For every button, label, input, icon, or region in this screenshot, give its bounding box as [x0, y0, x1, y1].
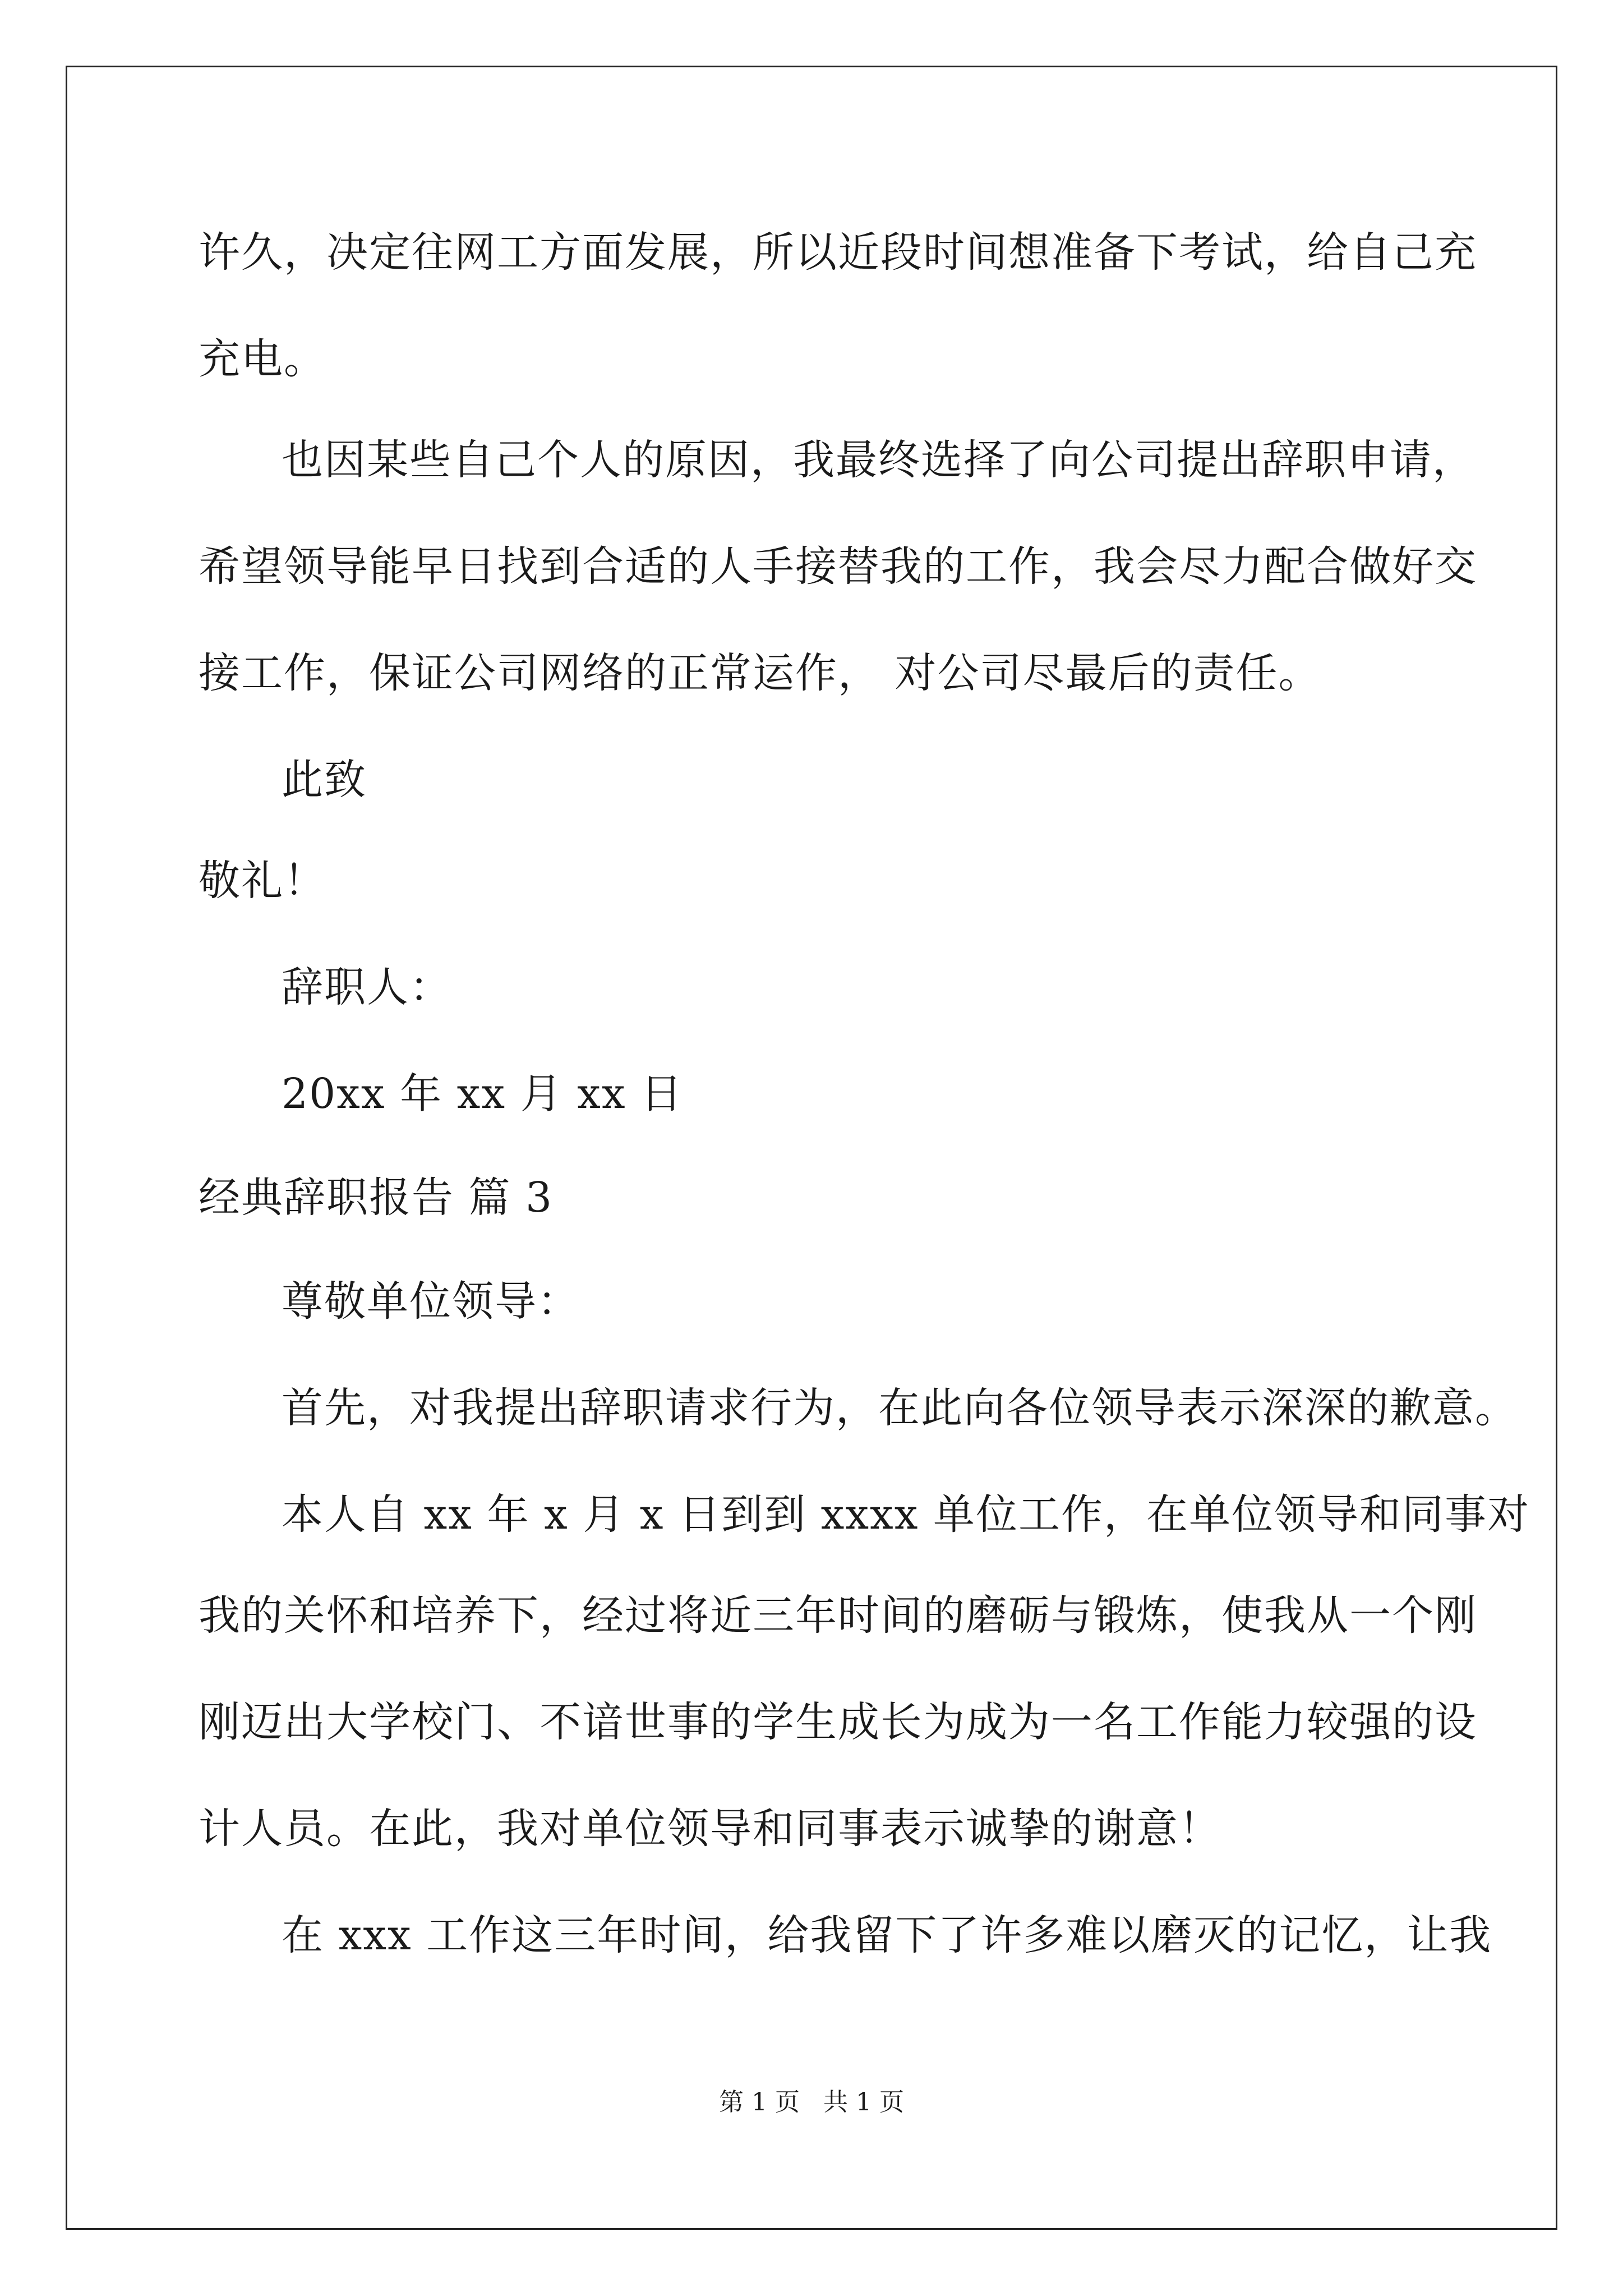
signature-label: 辞职人：	[282, 963, 452, 1011]
closing-salutation: 此致	[282, 756, 367, 804]
page-border	[66, 66, 1557, 2230]
text-line: 也因某些自己个人的原因，我最终选择了向公司提出辞职申请，	[282, 436, 1475, 484]
text-line: 许久，决定往网工方面发展，所以近段时间想准备下考试，给自己充	[199, 228, 1477, 277]
section-title: 经典辞职报告 篇 3	[199, 1174, 554, 1222]
closing-regards: 敬礼！	[199, 857, 326, 905]
text-line: 首先，对我提出辞职请求行为，在此向各位领导表示深深的歉意。	[282, 1384, 1518, 1432]
date-line: 20xx 年 xx 月 xx 日	[282, 1070, 684, 1118]
greeting: 尊敬单位领导：	[282, 1277, 580, 1326]
page-footer: 第 1 页 共 1 页	[719, 2088, 904, 2116]
text-line: 我的关怀和培养下，经过将近三年时间的磨砺与锻炼，使我从一个刚	[199, 1591, 1477, 1640]
text-line: 充电。	[199, 335, 326, 383]
text-line: 接工作，保证公司网络的正常运作， 对公司尽最后的责任。	[199, 649, 1321, 697]
text-line: 在 xxx 工作这三年时间，给我留下了许多难以磨灭的记忆，让我	[282, 1911, 1492, 1959]
text-line: 希望领导能早日找到合适的人手接替我的工作，我会尽力配合做好交	[199, 542, 1477, 591]
text-line: 本人自 xx 年 x 月 x 日到到 xxxx 单位工作，在单位领导和同事对	[282, 1490, 1530, 1539]
text-line: 计人员。在此，我对单位领导和同事表示诚挚的谢意！	[199, 1805, 1221, 1853]
text-line: 刚迈出大学校门、不谙世事的学生成长为成为一名工作能力较强的设	[199, 1698, 1477, 1746]
